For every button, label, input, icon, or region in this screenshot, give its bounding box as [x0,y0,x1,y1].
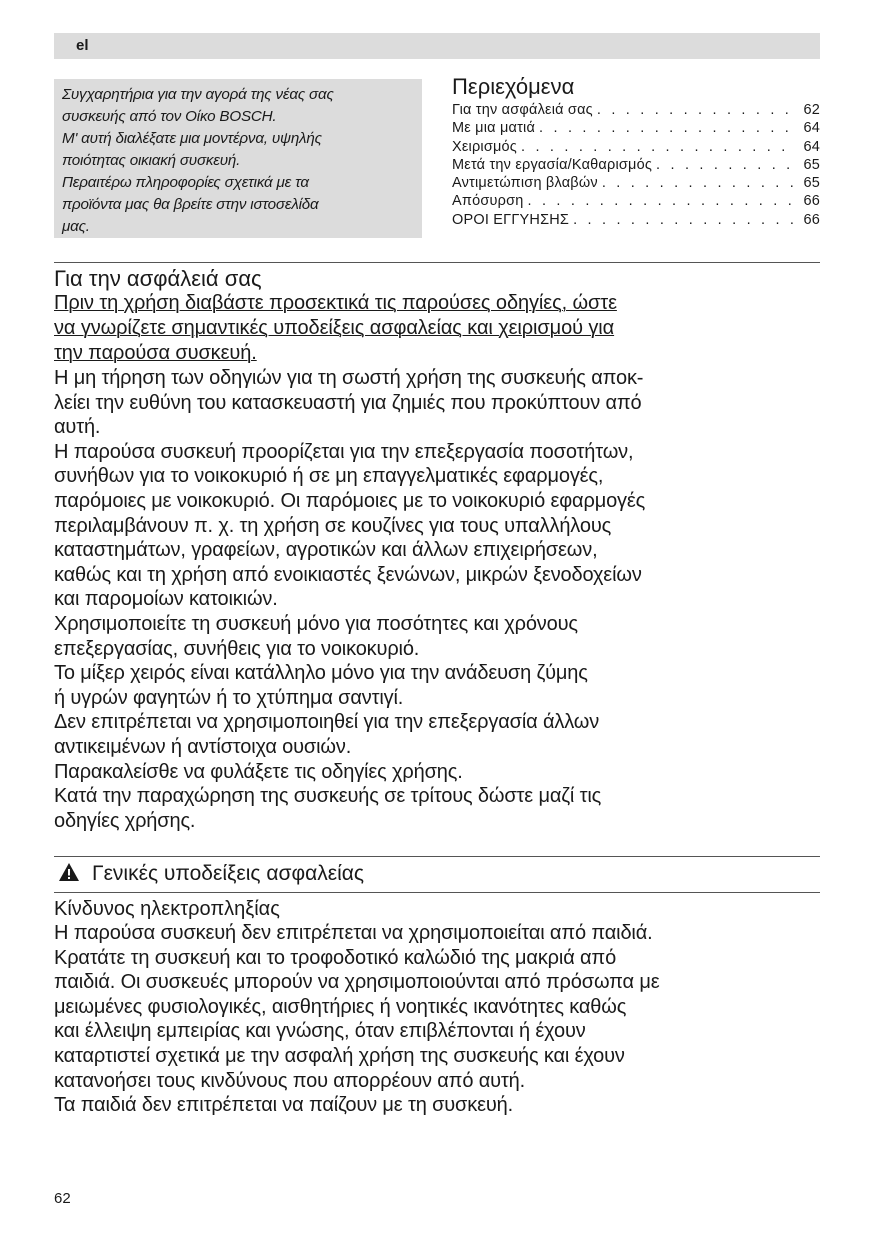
body-line: Η παρούσα συσκευή δεν επιτρέπεται να χρησιμοποιείται από παιδιά. [54,922,653,944]
lead-line: να γνωρίζετε σημαντικές υποδείξεις ασφαλείας και χειρισμού για [54,317,615,339]
body-line: επεξεργασίας, συνήθεις για το νοικοκυριό. [54,637,420,660]
safety-lead [54,291,820,366]
safety-section [54,266,820,833]
body-line: μειωμένες φυσιολογικές, αισθητήριες ή νοητικές ικανότητες καθώς [54,995,627,1018]
body-line: περιλαμβάνουν π. χ. τη χρήση σε κουζίνες για τους υπαλλήλους [54,514,612,537]
toc-leader [527,192,794,210]
subsection-title: Κίνδυνος ηλεκτροπληξίας [54,898,280,920]
body-line: Δεν επιτρέπεται να χρησιμοποιηθεί για την επεξεργασία άλλων [54,711,600,734]
intro-line: Περαιτέρω πληροφορίες σχετικά με τα [62,174,309,191]
body-line: Η μη τήρηση των οδηγιών για τη σωστή χρήση της συσκευής αποκ- [54,367,644,389]
language-code: el [76,37,89,54]
intro-line: συσκευής από τον Οίκο BOSCH. [62,108,277,125]
lead-line: την παρούσα συσκευή. [54,342,257,364]
toc-title: Περιεχόμενα [452,74,575,99]
body-line: αντικειμένων ή αντίστοιχα ουσιών. [54,735,352,758]
toc-entry[interactable] [452,174,820,192]
toc-entry-page: 66 [803,211,820,228]
toc-entry[interactable] [452,119,820,137]
toc-entry-page: 64 [803,120,820,137]
general-safety-title: Γενικές υποδείξεις ασφαλείας [92,862,365,885]
body-line: και έλλειψη εμπειρίας και γνώσης, όταν επιβλέπονται ή έχουν [54,1020,586,1043]
warning-triangle-icon [58,862,84,890]
body-line: Παρακαλείσθε να φυλάξετε τις οδηγίες χρήσης. [54,760,463,783]
toc-entry[interactable] [452,211,820,229]
intro-line: ποιότητας οικιακή συσκευή. [62,152,241,169]
toc-leader [521,138,794,156]
body-line: Τα παιδιά δεν επιτρέπεται να παίζουν με τη συσκευή. [54,1094,514,1117]
toc-leader [602,174,794,192]
toc-leader [656,156,794,174]
body-line: Το μίξερ χειρός είναι κατάλληλο μόνο για την ανάδευση ζύμης [54,662,588,685]
lead-line: Πριν τη χρήση διαβάστε προσεκτικά τις παρούσες οδηγίες, ώστε [54,292,617,314]
body-line: παρόμοιες με νοικοκυριό. Οι παρόμοιες με το νοικοκυριό εφαρμογές [54,489,646,512]
body-line: Κρατάτε τη συσκευή και το τροφοδοτικό καλώδιό της μακριά από [54,946,617,969]
body-line: κατανοήσει τους κινδύνους που απορρέουν από αυτή. [54,1069,526,1092]
body-line: Χρησιμοποιείτε τη συσκευή μόνο για ποσότητες και χρόνους [54,612,578,635]
toc-entry-page: 65 [803,175,820,192]
intro-box [54,79,422,238]
toc-entry-page: 66 [803,193,820,210]
toc-entry-page: 64 [803,138,820,155]
body-line: καταστημάτων, γραφείων, αγροτικών και άλλων επιχειρήσεων, [54,539,598,562]
toc-leader [539,119,794,137]
toc-entry-label: Με μια ματιά [452,120,536,137]
page-number: 62 [54,1190,71,1207]
toc-entry[interactable] [452,101,820,119]
body-line: αυτή. [54,416,101,439]
toc-entry[interactable] [452,138,820,156]
toc-entry-label: Αντιμετώπιση βλαβών [452,175,598,192]
electric-shock-section [54,897,820,1118]
body-line: παιδιά. Οι συσκευές μπορούν να χρησιμοποιούνται από πρόσωπα με [54,971,660,994]
section-divider [54,262,820,263]
toc-leader [597,101,794,119]
toc-entry-label: Μετά την εργασία/Καθαρισμός [452,156,653,173]
toc-entry-label: ΟΡΟΙ ΕΓΓΥΗΣΗΣ [452,211,570,228]
section-divider [54,856,820,857]
toc-entry[interactable] [452,192,820,210]
language-bar [54,33,820,59]
general-safety-heading [54,860,820,890]
body-line: καταρτιστεί σχετικά με την ασφαλή χρήση της συσκευής και έχουν [54,1044,625,1067]
toc-leader [573,211,794,229]
toc-entry-label: Χειρισμός [452,138,517,155]
body-line: Κατά την παραχώρηση της συσκευής σε τρίτους δώστε μαζί τις [54,785,602,808]
body-line: και παρομοίων κατοικιών. [54,588,278,611]
toc-entry-page: 62 [803,102,820,118]
intro-line: Μ' αυτή διαλέξατε μια μοντέρνα, υψηλής [62,130,322,147]
body-line: Η παρούσα συσκευή προορίζεται για την επεξεργασία ποσοτήτων, [54,440,634,463]
section-title: Για την ασφάλειά σας [54,266,262,291]
body-line: λείει την ευθύνη του κατασκευαστή για ζημιές που προκύπτουν από [54,391,642,414]
body-line: ή υγρών φαγητών ή το χτύπημα σαντιγί. [54,686,404,709]
intro-line: μας. [62,218,90,235]
intro-line: Συγχαρητήρια για την αγορά της νέας σας [62,86,334,103]
body-line: καθώς και τη χρήση από ενοικιαστές ξενώνων, μικρών ξενοδοχείων [54,563,642,586]
toc-entry-label: Για την ασφάλειά σας [452,102,593,118]
section-divider [54,892,820,893]
table-of-contents [452,74,820,229]
body-line: συνήθων για το νοικοκυριό ή σε μη επαγγελματικές εφαρμογές, [54,465,604,488]
toc-entry[interactable] [452,156,820,174]
toc-entry-page: 65 [803,156,820,173]
intro-line: προϊόντα μας θα βρείτε στην ιστοσελίδα [62,196,319,213]
toc-entry-label: Απόσυρση [452,193,524,210]
body-line: οδηγίες χρήσης. [54,809,196,832]
